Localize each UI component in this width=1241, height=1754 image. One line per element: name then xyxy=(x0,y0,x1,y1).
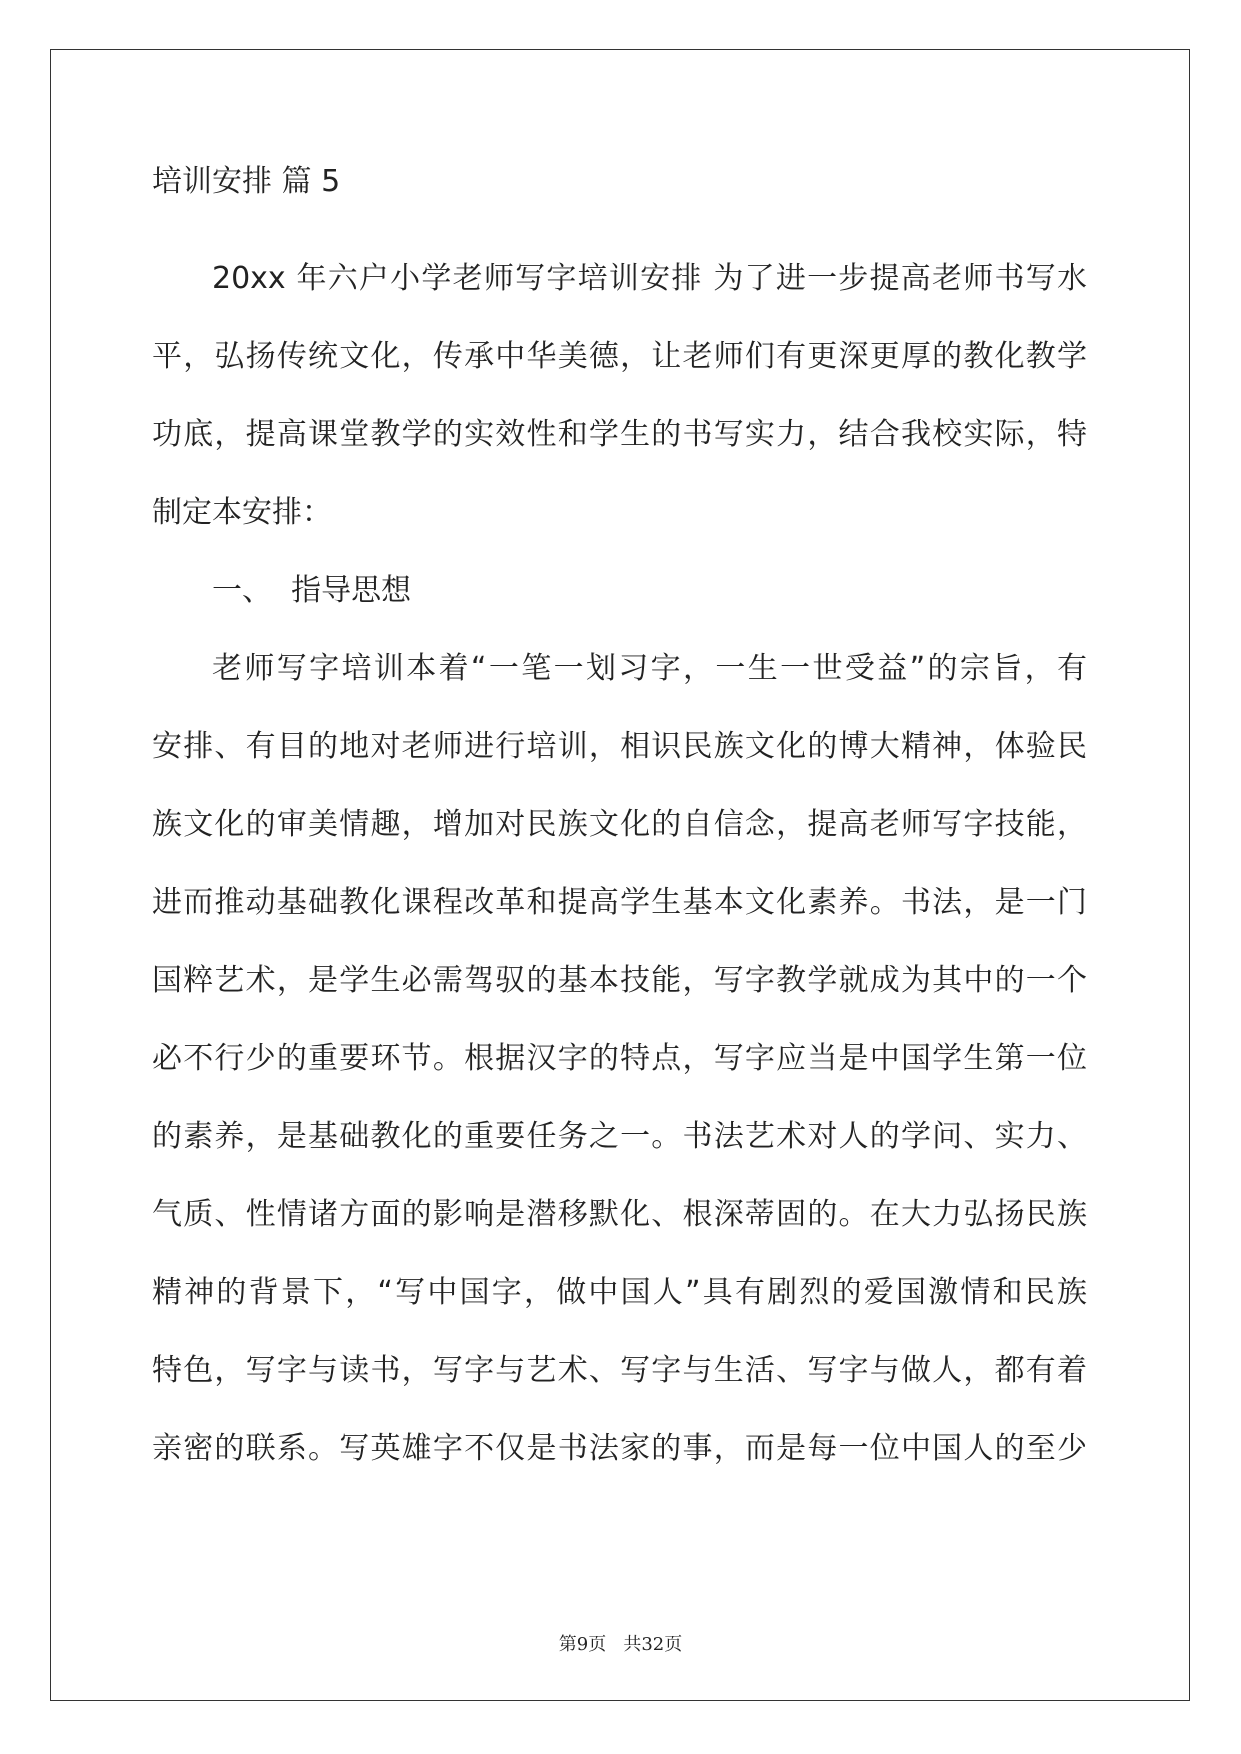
paragraph-line: 气质、性情诸方面的影响是潜移默化、根深蒂固的。在大力弘扬民族 xyxy=(152,1197,1087,1232)
footer-total-pages: 32 xyxy=(641,1634,665,1655)
section-heading: 培训安排 篇 5 xyxy=(152,164,341,199)
paragraph-line: 族文化的审美情趣，增加对民族文化的自信念，提高老师写字技能， xyxy=(152,807,1087,842)
paragraph-line: 国粹艺术，是学生必需驾驭的基本技能，写字教学就成为其中的一个 xyxy=(152,963,1087,998)
paragraph-line: 精神的背景下，“写中国字，做中国人”具有剧烈的爱国激情和民族 xyxy=(152,1275,1087,1310)
paragraph-line: 20xx 年六户小学老师写字培训安排 为了进一步提高老师书写水 xyxy=(212,261,1087,296)
paragraph-line: 亲密的联系。写英雄字不仅是书法家的事，而是每一位中国人的至少 xyxy=(152,1431,1087,1466)
paragraph-intro xyxy=(152,240,1087,552)
paragraph-guiding-thought xyxy=(152,630,1087,1488)
footer-total-unit: 页 xyxy=(664,1634,683,1655)
paragraph-line: 老师写字培训本着“一笔一划习字，一生一世受益”的宗旨，有 xyxy=(212,651,1087,686)
document-body xyxy=(152,162,1087,1488)
paragraph-line: 特色，写字与读书，写字与艺术、写字与生活、写字与做人，都有着 xyxy=(152,1353,1087,1388)
paragraph-line: 制定本安排： xyxy=(152,495,332,530)
page-footer xyxy=(0,1630,1241,1656)
subsection-title xyxy=(152,552,1087,630)
paragraph-line: 功底，提高课堂教学的实效性和学生的书写实力，结合我校实际，特 xyxy=(152,417,1087,452)
footer-total-prefix: 共 xyxy=(623,1634,642,1655)
paragraph-line: 进而推动基础教化课程改革和提高学生基本文化素养。书法，是一门 xyxy=(152,885,1087,920)
footer-current-page: 9 xyxy=(576,1634,589,1655)
footer-page-prefix: 第 xyxy=(558,1634,577,1655)
paragraph-line: 安排、有目的地对老师进行培训，相识民族文化的博大精神，体验民 xyxy=(152,729,1087,764)
paragraph-line: 的素养，是基础教化的重要任务之一。书法艺术对人的学问、实力、 xyxy=(152,1119,1087,1154)
footer-page-unit: 页 xyxy=(588,1634,607,1655)
paragraph-line: 必不行少的重要环节。根据汉字的特点，写字应当是中国学生第一位 xyxy=(152,1041,1087,1076)
paragraph-line: 平，弘扬传统文化，传承中华美德，让老师们有更深更厚的教化教学 xyxy=(152,339,1087,374)
subsection-title-text: 一、 指导思想 xyxy=(212,573,412,608)
